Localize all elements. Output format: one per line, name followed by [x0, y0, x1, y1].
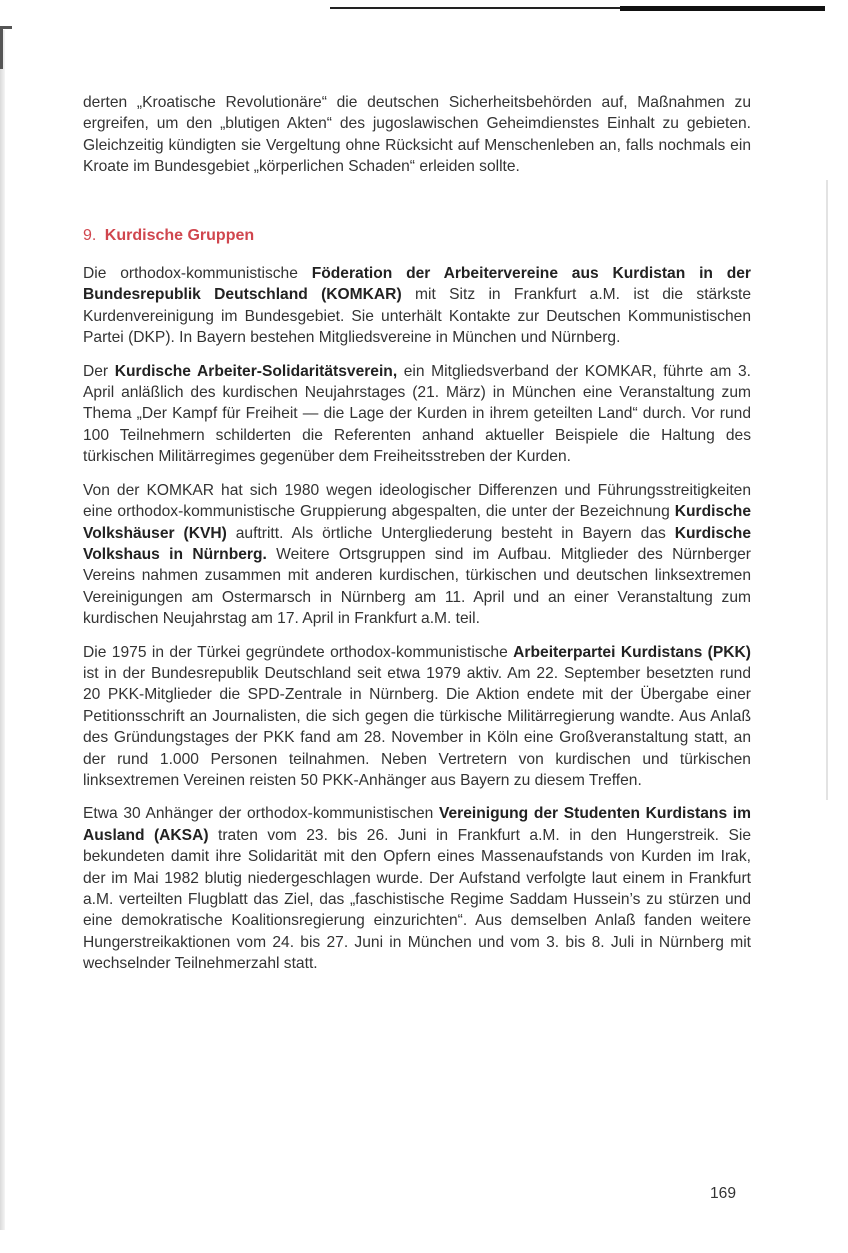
bold-term: Kurdische Volkshäuser (KVH) [83, 503, 751, 542]
bold-term: Vereinigung der Studenten Kurdistans im Ausland (AKSA) [83, 805, 751, 844]
scan-corner-mark [0, 26, 12, 69]
scan-top-rule-thick [620, 6, 825, 11]
page-number: 169 [710, 1185, 737, 1202]
text: traten vom 23. bis 26. Juni in Frankfurt a.M. in den Hungerstreik. Sie bekundeten damit ihre Solidarität mit den Opfern eines Massenaufstands von Kurden im Irak, der im Mai 1982 blutig niedergeschlagen wurde. Der Aufstand verfolgte laut einem in Frankfurt a.M. verteilten Flugblatt das Ziel, das „faschistische Regime Saddam Hussein’s zu stürzen und eine demokratische Koalitionsregierung einzurichten“. Aus demselben Anlaß fanden weitere Hungerstreikaktionen vom 24. bis 27. Juni in München und vom 3. bis 8. Juli in Nürnberg mit wechselnder Teilnehmerzahl statt. [83, 826, 751, 973]
text: Etwa 30 Anhänger der orthodox-kommunistischen [83, 805, 439, 823]
scan-right-edge [826, 180, 828, 800]
scan-left-edge [0, 30, 5, 1230]
text: Die 1975 in der Türkei gegründete orthodox-kommunistische [83, 643, 514, 661]
bold-term: Föderation der Arbeitervereine aus Kurdistan in der Bundesrepublik Deutschland (KOMKAR) [83, 265, 752, 304]
text: ist in der Bundesrepublik Deutschland seit etwa 1979 aktiv. Am 22. September besetzten rund 20 PKK-Mitglieder die SPD-Zentrale in Nürnberg. Die Aktion endete mit der Übergabe einer Petitionsschrift an Journalisten, die sich gegen die türkische Militärregierung wandte. Aus Anlaß des Gründungstages der PKK fand am 28. November in Köln eine Großveranstaltung statt, an der rund 1.000 Personen teilnahmen. Neben Vertretern von kurdischen und türkischen linksextremen Vereinen reisten 50 PKK-Anhänger aus Bayern zu diesem Treffen. [83, 664, 751, 789]
paragraph-pkk [83, 642, 751, 792]
bold-term: Kurdische Arbeiter-Solidaritätsverein, [114, 362, 398, 380]
intro-paragraph: derten „Kroatische Revolutionäre“ die deutschen Sicherheitsbehörden auf, Maßnahmen zu ergreifen, um den „blutigen Akten“ des jugoslawischen Geheimdienstes Einhalt zu gebieten. Gleichzeitig kündigten sie Vergeltung ohne Rücksicht auf Menschenleben an, falls nochmals ein Kroate im Bundesgebiet „körperlichen Schaden“ erleiden sollte. [83, 94, 751, 176]
bold-term: Kurdische Volkshaus in Nürnberg. [83, 524, 751, 563]
text: mit Sitz in Frankfurt a.M. ist die stärkste Kurdenvereinigung im Bundesgebiet. Sie unterhält Kontakte zur Deutschen Kommunistischen Partei (DKP). In Bayern bestehen Mitgliedsvereine in München und Nürnberg. [83, 286, 751, 347]
text: Die orthodox-kommunistische [83, 265, 312, 283]
text: Weitere Ortsgruppen sind im Aufbau. Mitglieder des Nürnberger Vereins nahmen zusammen mit anderen kurdischen, türkischen und deutschen linksextremen Vereinigungen am Ostermarsch in Nürnberg am 11. April und an einer Veranstaltung zum kurdischen Neujahrstag am 17. April in Frankfurt a.M. teil. [83, 545, 751, 628]
paragraph-aksa [83, 803, 751, 974]
text: Der [83, 362, 115, 380]
text: ein Mitgliedsverband der KOMKAR, führte am 3. April anläßlich des kurdischen Neujahrstages (21. März) in München eine Veranstaltung zum Thema „Der Kampf für Freiheit — die Lage der Kurden in ihrem geteilten Land“ durch. Vor rund 100 Teilnehmern schilderten die Referenten anhand aktueller Beispiele die Haltung des türkischen Militärregimes gegenüber dem Freiheitsstreben der Kurden. [83, 362, 751, 466]
paragraph-komkar [83, 263, 751, 349]
text: auftritt. Als örtliche Untergliederung besteht in Bayern das [226, 524, 675, 542]
section-title: Kurdische Gruppen [104, 226, 255, 244]
bold-term: Arbeiterpartei Kurdistans (PKK) [513, 643, 751, 661]
document-page [83, 92, 751, 987]
section-heading [83, 225, 751, 246]
paragraph-solidaritaetsverein [83, 361, 751, 468]
paragraph-kvh [83, 480, 751, 630]
section-number: 9. [83, 226, 97, 244]
text: Von der KOMKAR hat sich 1980 wegen ideologischer Differenzen und Führungsstreitigkeiten eine orthodox-kommunistische Gruppierung abgespalten, die unter der Bezeichnung [83, 481, 751, 521]
